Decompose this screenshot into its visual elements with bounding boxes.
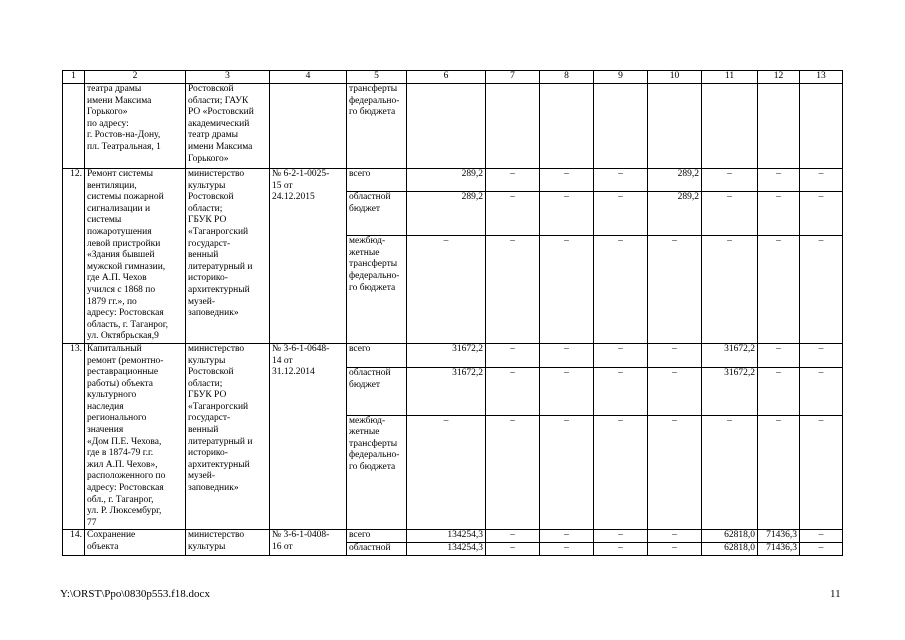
value-cell [648, 84, 702, 169]
value-cell: – [407, 415, 486, 530]
value-cell: – [702, 236, 758, 344]
object-cell: Ремонт системы вентиляции, системы пожарной сигнализации и системы пожаротушения левой пристройки «Здания бывшей мужской гимназии, где А.П. Чехов учился с 1868 по 1879 гг.», по адресу: Ростовская область, г. Таганрог, ул. Октябрьская,9 [85, 169, 186, 344]
value-cell: – [758, 368, 800, 415]
value-cell: – [594, 169, 648, 192]
value-cell: – [486, 169, 540, 192]
col-header: 2 [85, 71, 186, 84]
value-cell: – [800, 236, 843, 344]
customer-cell: министерство культуры [186, 530, 270, 555]
value-cell: – [594, 343, 648, 368]
value-cell [800, 84, 843, 169]
value-cell: – [800, 169, 843, 192]
col-header: 5 [347, 71, 407, 84]
value-cell: – [758, 415, 800, 530]
value-cell: – [486, 543, 540, 556]
value-cell: – [486, 192, 540, 236]
value-cell: – [486, 415, 540, 530]
value-cell: 289,2 [407, 169, 486, 192]
value-cell: 71436,3 [758, 530, 800, 543]
value-cell: 62818,0 [702, 543, 758, 556]
value-cell: – [540, 192, 594, 236]
value-cell [486, 84, 540, 169]
value-cell: – [800, 192, 843, 236]
funding-source-cell: трансферты федерально- го бюджета [347, 84, 407, 169]
value-cell: – [648, 543, 702, 556]
row-number-cell: 12. [63, 169, 85, 344]
value-cell: – [486, 530, 540, 543]
funding-source-cell: межбюд- жетные трансферты федерально- го бюджета [347, 415, 407, 530]
value-cell: 31672,2 [407, 343, 486, 368]
value-cell: – [540, 368, 594, 415]
funding-source-cell: всего [347, 169, 407, 192]
value-cell: – [800, 415, 843, 530]
value-cell: 289,2 [407, 192, 486, 236]
document-cell: № 3-6-1-0408- 16 от [270, 530, 347, 555]
value-cell: – [594, 530, 648, 543]
row-number-cell: 14. [63, 530, 85, 555]
row-number-cell: 13. [63, 343, 85, 530]
value-cell: – [540, 415, 594, 530]
value-cell: 31672,2 [702, 368, 758, 415]
funding-source-cell: областной [347, 543, 407, 556]
value-cell: – [702, 169, 758, 192]
value-cell: – [648, 530, 702, 543]
value-cell: – [486, 368, 540, 415]
value-cell: – [800, 530, 843, 543]
customer-cell: Ростовской области; ГАУК РО «Ростовский академический театр драмы имени Максима Горького» [186, 84, 270, 169]
program-table [62, 70, 843, 556]
value-cell: – [540, 236, 594, 344]
col-header: 3 [186, 71, 270, 84]
object-cell: Сохранение объекта [85, 530, 186, 555]
row-number-cell [63, 84, 85, 169]
value-cell: 134254,3 [407, 530, 486, 543]
value-cell: 62818,0 [702, 530, 758, 543]
value-cell: – [540, 343, 594, 368]
document-cell: № 3-6-1-0648- 14 от 31.12.2014 [270, 343, 347, 530]
col-header: 12 [758, 71, 800, 84]
value-cell: – [800, 368, 843, 415]
value-cell: – [594, 192, 648, 236]
col-header: 8 [540, 71, 594, 84]
funding-source-cell: областной бюджет [347, 192, 407, 236]
value-cell: – [648, 368, 702, 415]
value-cell: – [702, 415, 758, 530]
value-cell: – [540, 169, 594, 192]
value-cell: – [800, 543, 843, 556]
col-header: 4 [270, 71, 347, 84]
value-cell: – [540, 530, 594, 543]
value-cell [407, 84, 486, 169]
col-header: 11 [702, 71, 758, 84]
value-cell [594, 84, 648, 169]
value-cell: – [648, 415, 702, 530]
value-cell: – [407, 236, 486, 344]
table-row [63, 530, 843, 543]
funding-source-cell: всего [347, 530, 407, 543]
col-header: 10 [648, 71, 702, 84]
value-cell [758, 84, 800, 169]
value-cell: – [594, 415, 648, 530]
document-cell [270, 84, 347, 169]
value-cell: – [648, 343, 702, 368]
value-cell: – [540, 543, 594, 556]
value-cell: 134254,3 [407, 543, 486, 556]
value-cell [702, 84, 758, 169]
col-header: 6 [407, 71, 486, 84]
value-cell: – [758, 343, 800, 368]
value-cell: – [594, 543, 648, 556]
customer-cell: министерство культуры Ростовской области; ГБУК РО «Таганрогский государст- венный литературный и историко- архитектурный музей- заповедник» [186, 343, 270, 530]
value-cell: – [648, 236, 702, 344]
col-header: 9 [594, 71, 648, 84]
file-path: Y:\ORST\Ppo\0830p553.f18.docx [60, 588, 210, 600]
funding-source-cell: областной бюджет [347, 368, 407, 415]
table-row [63, 169, 843, 192]
value-cell: – [486, 343, 540, 368]
object-cell: театра драмы имени Максима Горького» по адресу: г. Ростов-на-Дону, пл. Театральная, 1 [85, 84, 186, 169]
page-number: 11 [830, 588, 841, 600]
value-cell: 289,2 [648, 192, 702, 236]
value-cell [540, 84, 594, 169]
value-cell: – [758, 169, 800, 192]
value-cell: 31672,2 [702, 343, 758, 368]
col-header: 13 [800, 71, 843, 84]
value-cell: – [702, 192, 758, 236]
value-cell: 289,2 [648, 169, 702, 192]
column-number-header [63, 71, 843, 84]
funding-source-cell: всего [347, 343, 407, 368]
object-cell: Капитальный ремонт (ремонтно- реставрационные работы) объекта культурного наследия регионального значения «Дом П.Е. Чехова, где в 1874-79 г.г. жил А.П. Чехов», расположенного по адресу: Ростовская обл., г. Таганрог, ул. Р. Люксембург, 77 [85, 343, 186, 530]
funding-source-cell: межбюд- жетные трансферты федерально- го бюджета [347, 236, 407, 344]
table-row [63, 343, 843, 368]
value-cell: – [800, 343, 843, 368]
value-cell: – [594, 236, 648, 344]
customer-cell: министерство культуры Ростовской области; ГБУК РО «Таганрогский государст- венный литературный и историко- архитектурный музей- заповедник» [186, 169, 270, 344]
value-cell: 31672,2 [407, 368, 486, 415]
value-cell: – [758, 192, 800, 236]
value-cell: – [594, 368, 648, 415]
value-cell: – [758, 236, 800, 344]
value-cell: – [486, 236, 540, 344]
col-header: 1 [63, 71, 85, 84]
document-cell: № 6-2-1-0025- 15 от 24.12.2015 [270, 169, 347, 344]
continued-row [63, 84, 843, 169]
value-cell: 71436,3 [758, 543, 800, 556]
col-header: 7 [486, 71, 540, 84]
